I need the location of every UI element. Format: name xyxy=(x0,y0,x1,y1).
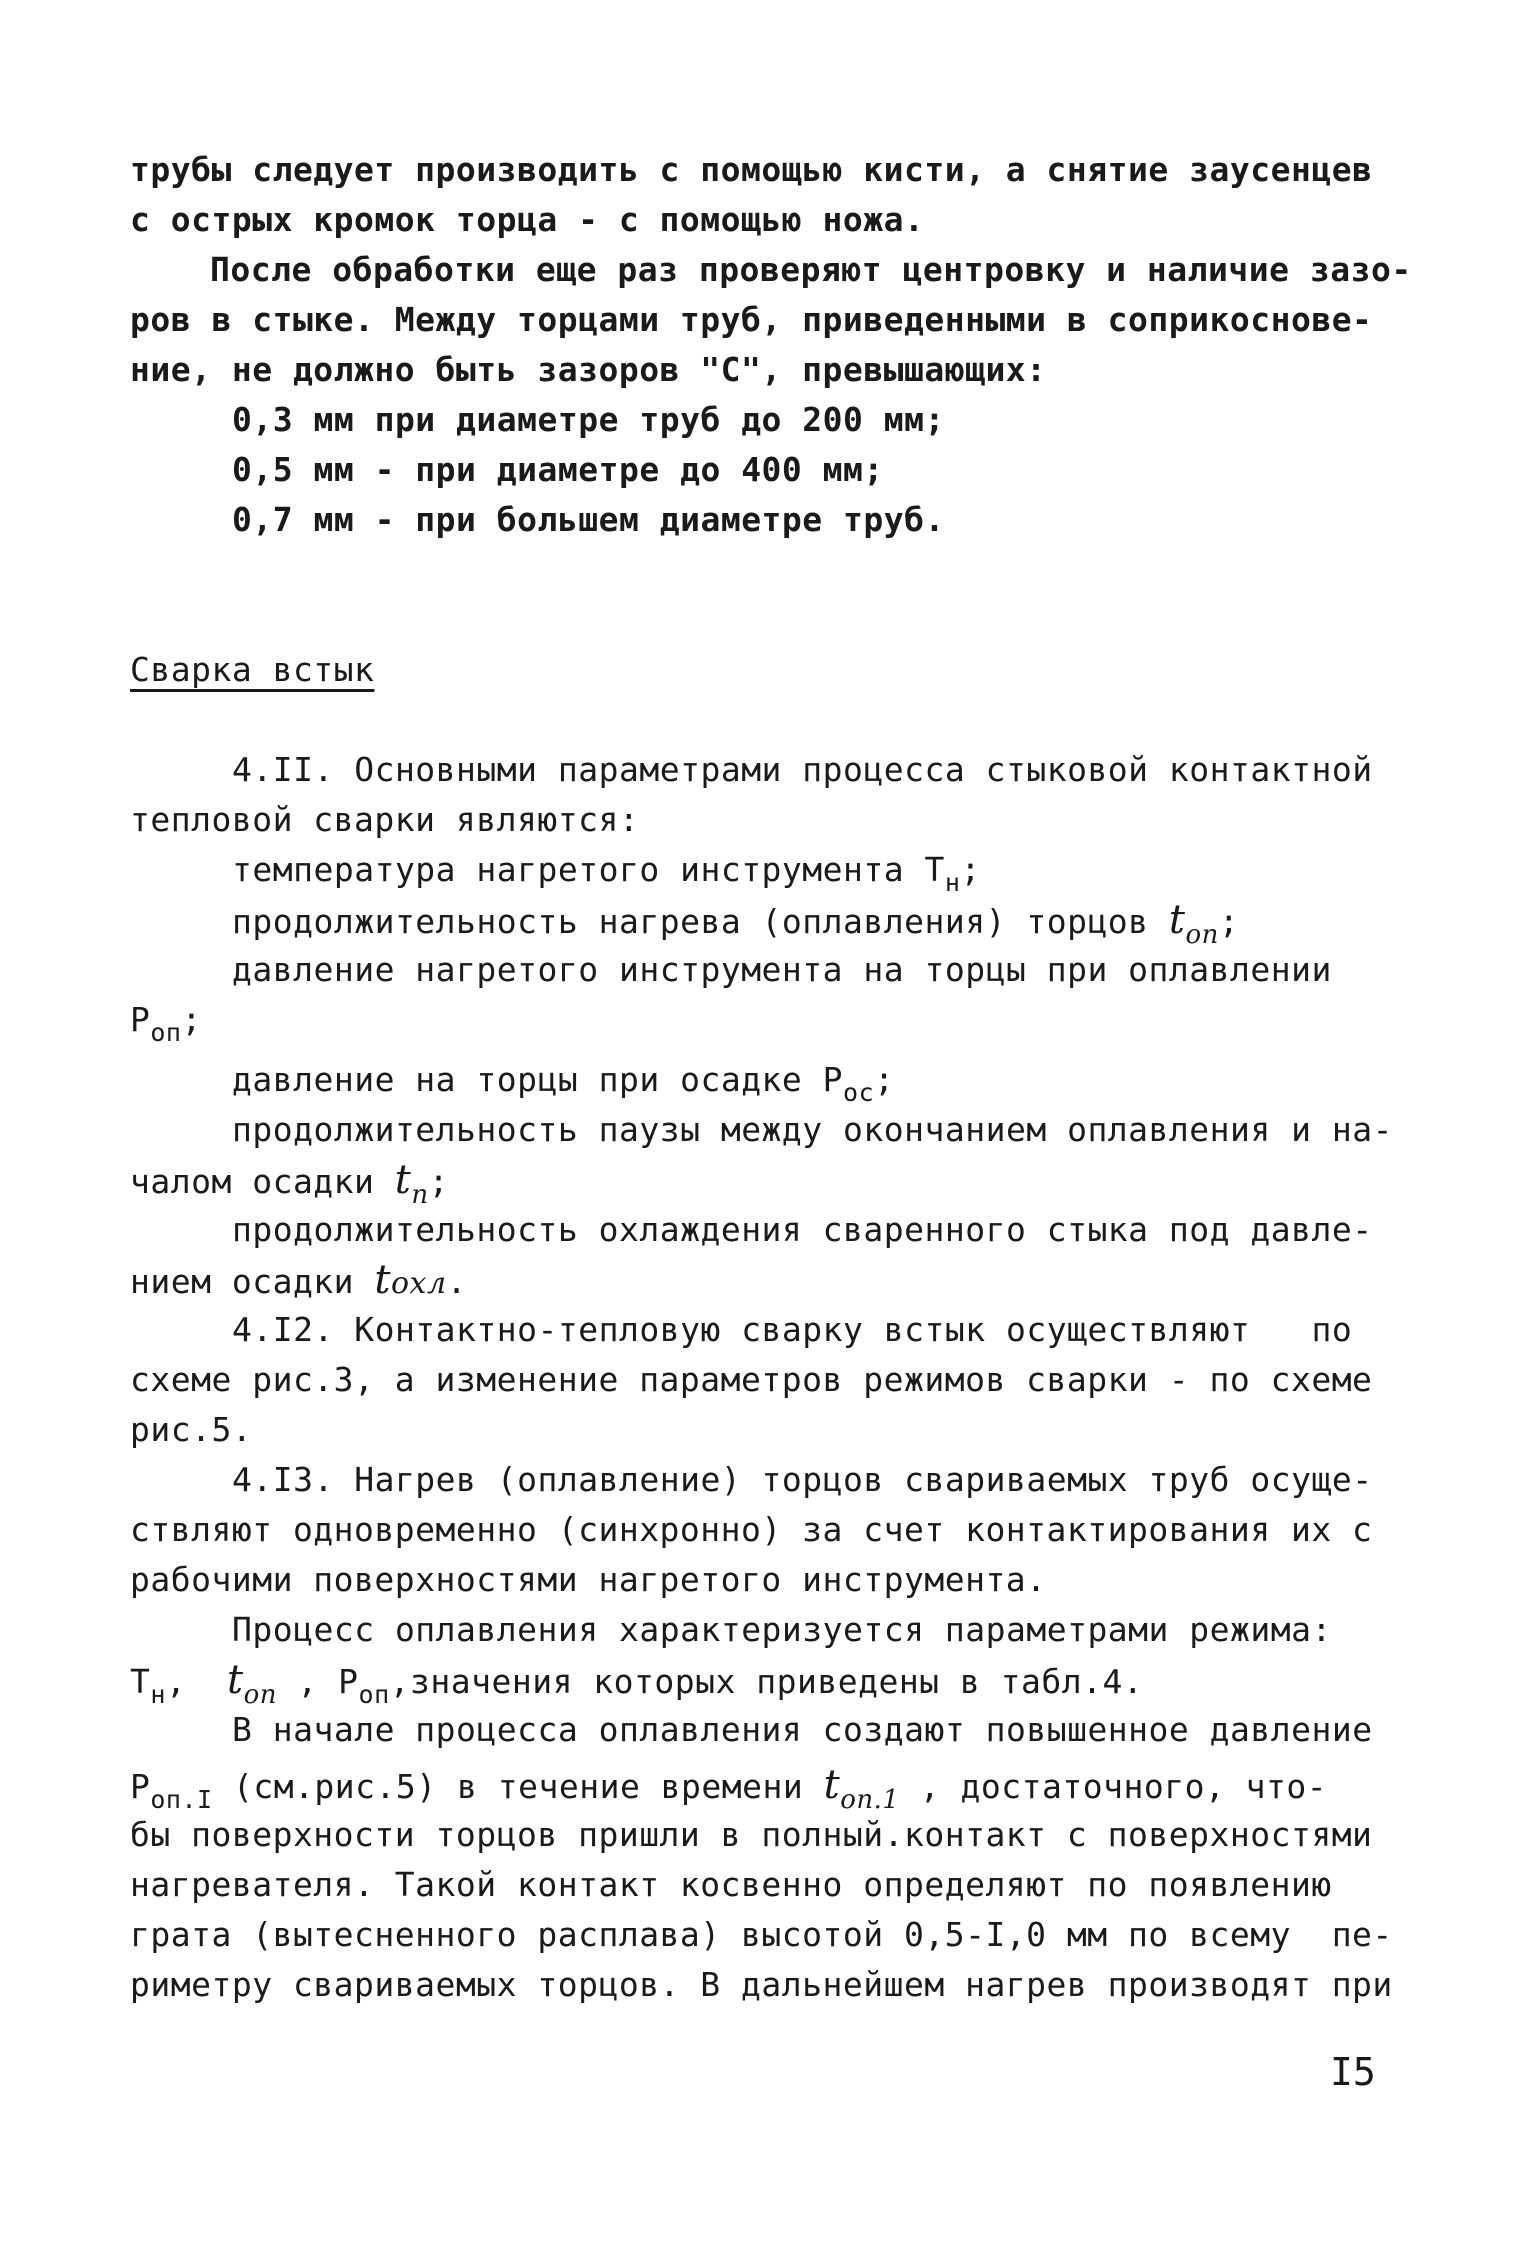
param-pause-line2 xyxy=(130,1157,449,1210)
time-symbol: t xyxy=(394,1157,412,1203)
text-line: рабочими поверхностями нагретого инструмента. xyxy=(130,1560,1047,1599)
subscript: н xyxy=(150,1680,166,1709)
punctuation: , xyxy=(277,1662,339,1701)
section-heading: Сварка встык xyxy=(130,650,375,689)
subscript: оп.I xyxy=(150,1785,213,1814)
subscript: оп.1 xyxy=(840,1785,900,1815)
list-item: 0,5 мм - при диаметре до 400 мм; xyxy=(232,450,884,489)
text-line: нагревателя. Такой контакт косвенно определяют по появлению xyxy=(130,1865,1332,1904)
subscript: ос xyxy=(843,1078,875,1107)
mode-parameters-line xyxy=(130,1657,1144,1710)
text-line: рис.5. xyxy=(130,1410,253,1449)
page-number: I5 xyxy=(1330,2050,1376,2094)
text-line: грата (вытесненного расплава) высотой 0,5-I,0 мм по всему пе- xyxy=(130,1915,1393,1954)
param-temperature xyxy=(232,850,981,897)
subscript: н xyxy=(944,868,961,897)
text-line: с острых кромок торца - с помощью ножа. xyxy=(130,200,925,239)
param-cooling-line2 xyxy=(130,1257,467,1304)
punctuation: ; xyxy=(1218,902,1240,941)
param-heating-pressure: давление нагретого инструмента на торцы при оплавлении xyxy=(232,950,1332,989)
pressure-symbol: Р xyxy=(338,1662,359,1701)
punctuation: , xyxy=(165,1662,228,1701)
punctuation: ; xyxy=(181,1000,202,1039)
param-upset-pressure xyxy=(232,1060,895,1107)
text-line: После обработки еще раз проверяют центровку и наличие зазо- xyxy=(210,250,1412,289)
param-cooling: продолжительность охлаждения сваренного стыка под давле- xyxy=(232,1210,1373,1249)
text-line: риметру свариваемых торцов. В дальнейшем нагрев производят при xyxy=(130,1965,1393,2004)
list-item: 0,3 мм при диаметре труб до 200 мм; xyxy=(232,400,945,439)
param-text: чалом осадки xyxy=(130,1162,395,1201)
time-symbol: t xyxy=(1168,897,1186,943)
text-line: тепловой сварки являются: xyxy=(130,800,640,839)
text-line: схеме рис.3, а изменение параметров режимов сварки - по схеме xyxy=(130,1360,1373,1399)
text-line: Процесс оплавления характеризуется параметрами режима: xyxy=(232,1610,1332,1649)
subscript: оп xyxy=(150,1018,182,1047)
punctuation: . xyxy=(446,1262,467,1301)
time-symbol: t xyxy=(374,1257,391,1303)
text-line: трубы следует производить с помощью кисти, а снятие заусенцев xyxy=(130,150,1373,189)
paragraph-4-13: 4.I3. Нагрев (оплавление) торцов свариваемых труб осуще- xyxy=(232,1460,1373,1499)
text-line: ров в стыке. Между торцами труб, приведенными в соприкоснове- xyxy=(130,300,1373,339)
subscript: оп xyxy=(358,1680,390,1709)
subscript: оп xyxy=(1185,920,1219,950)
param-text: (см.рис.5) в течение времени xyxy=(212,1767,824,1806)
param-text: , достаточного, что- xyxy=(899,1767,1328,1806)
punctuation: ; xyxy=(874,1060,895,1099)
punctuation: ; xyxy=(428,1162,449,1201)
paragraph-4-11: 4.II. Основными параметрами процесса стыковой контактной xyxy=(232,750,1373,789)
text-line: бы поверхности торцов пришли в полный.контакт с поверхностями xyxy=(130,1815,1373,1854)
param-heating-pressure-symbol xyxy=(130,1000,202,1047)
param-text: продолжительность нагрева (оплавления) торцов xyxy=(232,902,1169,941)
time-symbol: t xyxy=(227,1657,244,1703)
temperature-symbol: Т xyxy=(130,1662,151,1701)
subscript: охл xyxy=(391,1266,447,1301)
param-text: температура нагретого инструмента Т xyxy=(232,850,945,889)
text-line xyxy=(130,1762,1328,1815)
param-text: давление на торцы при осадке Р xyxy=(232,1060,844,1099)
text-line: ствляют одновременно (синхронно) за счет контактирования их с xyxy=(130,1510,1373,1549)
param-pause: продолжительность паузы между окончанием оплавления и на- xyxy=(232,1110,1393,1149)
param-text: ,значения которых приведены в табл.4. xyxy=(389,1662,1144,1701)
param-heating-duration xyxy=(232,897,1240,950)
time-symbol: t xyxy=(823,1762,841,1808)
paragraph-4-12: 4.I2. Контактно-тепловую сварку встык осуществляют по xyxy=(232,1310,1353,1349)
pressure-symbol: Р xyxy=(130,1000,151,1039)
subscript: оп xyxy=(243,1680,278,1710)
list-item: 0,7 мм - при большем диаметре труб. xyxy=(232,500,945,539)
subscript: п xyxy=(411,1180,429,1210)
punctuation: ; xyxy=(960,850,981,889)
pressure-symbol: Р xyxy=(130,1767,151,1806)
text-line: ние, не должно быть зазоров "С", превышающих: xyxy=(130,350,1047,389)
text-line: В начале процесса оплавления создают повышенное давление xyxy=(232,1710,1373,1749)
param-text: нием осадки xyxy=(130,1262,375,1301)
